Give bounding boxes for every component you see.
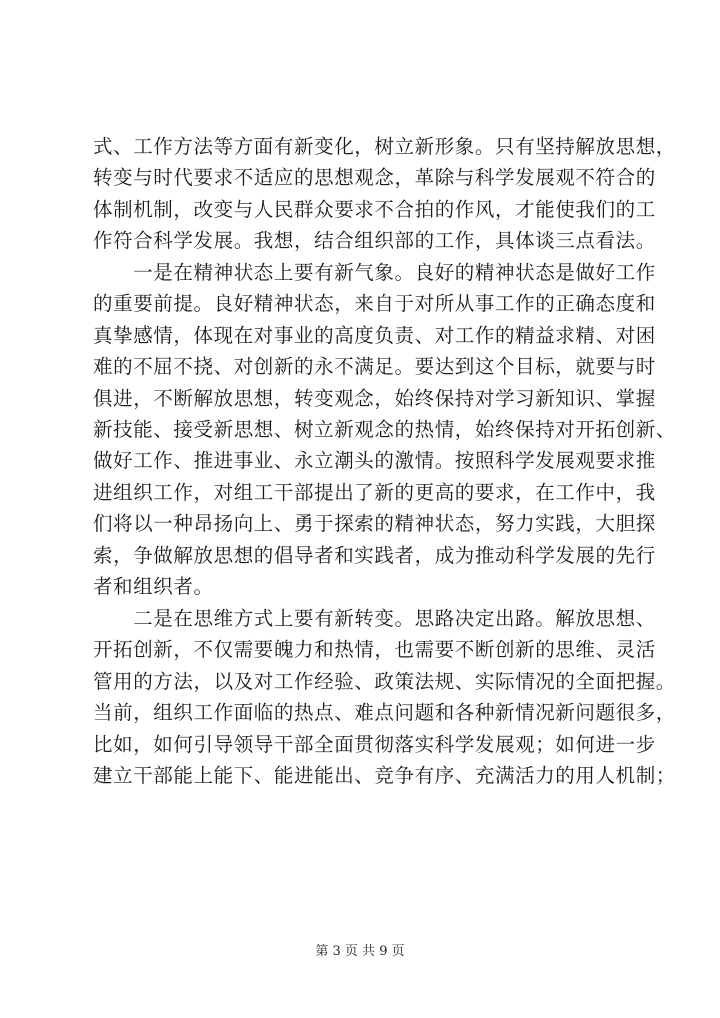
text-line: 真挚感情，体现在对事业的高度负责、对工作的精益求精、对困 [93,323,656,347]
text-line: 式、工作方法等方面有新变化，树立新形象。只有坚持解放思想， [93,135,676,158]
text-line: 索，争做解放思想的倡导者和实践者，成为推动科学发展的先行 [93,543,656,567]
page-number-footer: 第 3 页 共 9 页 [315,944,405,959]
text-line: 的重要前提。良好精神状态，来自于对所从事工作的正确态度和 [93,292,656,316]
text-line: 当前，组织工作面临的热点、难点问题和各种新情况新问题很多， [93,701,676,725]
text-line: 一是在精神状态上要有新气象。良好的精神状态是做好工作 [93,261,656,284]
text-line: 们将以一种昂扬向上、勇于探索的精神状态，努力实践，大胆探 [93,512,656,536]
text-line: 体制机制，改变与人民群众要求不合拍的作风，才能使我们的工 [93,197,656,221]
text-line: 新技能、接受新思想、树立新观念的热情，始终保持对开拓创新、 [93,417,676,441]
paragraph-2 [93,257,676,602]
text-line: 进组织工作，对组工干部提出了新的更高的要求，在工作中，我 [93,480,656,504]
text-line: 做好工作、推进事业、永立潮头的激情。按照科学发展观要求推 [93,449,656,473]
text-line: 二是在思维方式上要有新转变。思路决定出路。解放思想、 [93,607,656,630]
text-line: 转变与时代要求不适应的思想观念，革除与科学发展观不符合的 [93,166,656,190]
text-line: 难的不屈不挠、对创新的永不满足。要达到这个目标，就要与时 [93,355,656,379]
text-line: 者和组织者。 [93,574,214,598]
text-line: 作符合科学发展。我想，结合组织部的工作，具体谈三点看法。 [93,229,656,253]
text-line: 建立干部能上能下、能进能出、竞争有序、充满活力的用人机制； [93,763,676,787]
text-line: 俱进，不断解放思想，转变观念，始终保持对学习新知识、掌握 [93,386,656,410]
text-line: 比如，如何引导领导干部全面贯彻落实科学发展观；如何进一步 [93,732,656,756]
paragraph-3 [93,603,676,791]
paragraph-1 [93,131,676,257]
text-line: 开拓创新，不仅需要魄力和热情，也需要不断创新的思维、灵活 [93,638,656,662]
text-line: 管用的方法，以及对工作经验、政策法规、实际情况的全面把握。 [93,669,676,693]
